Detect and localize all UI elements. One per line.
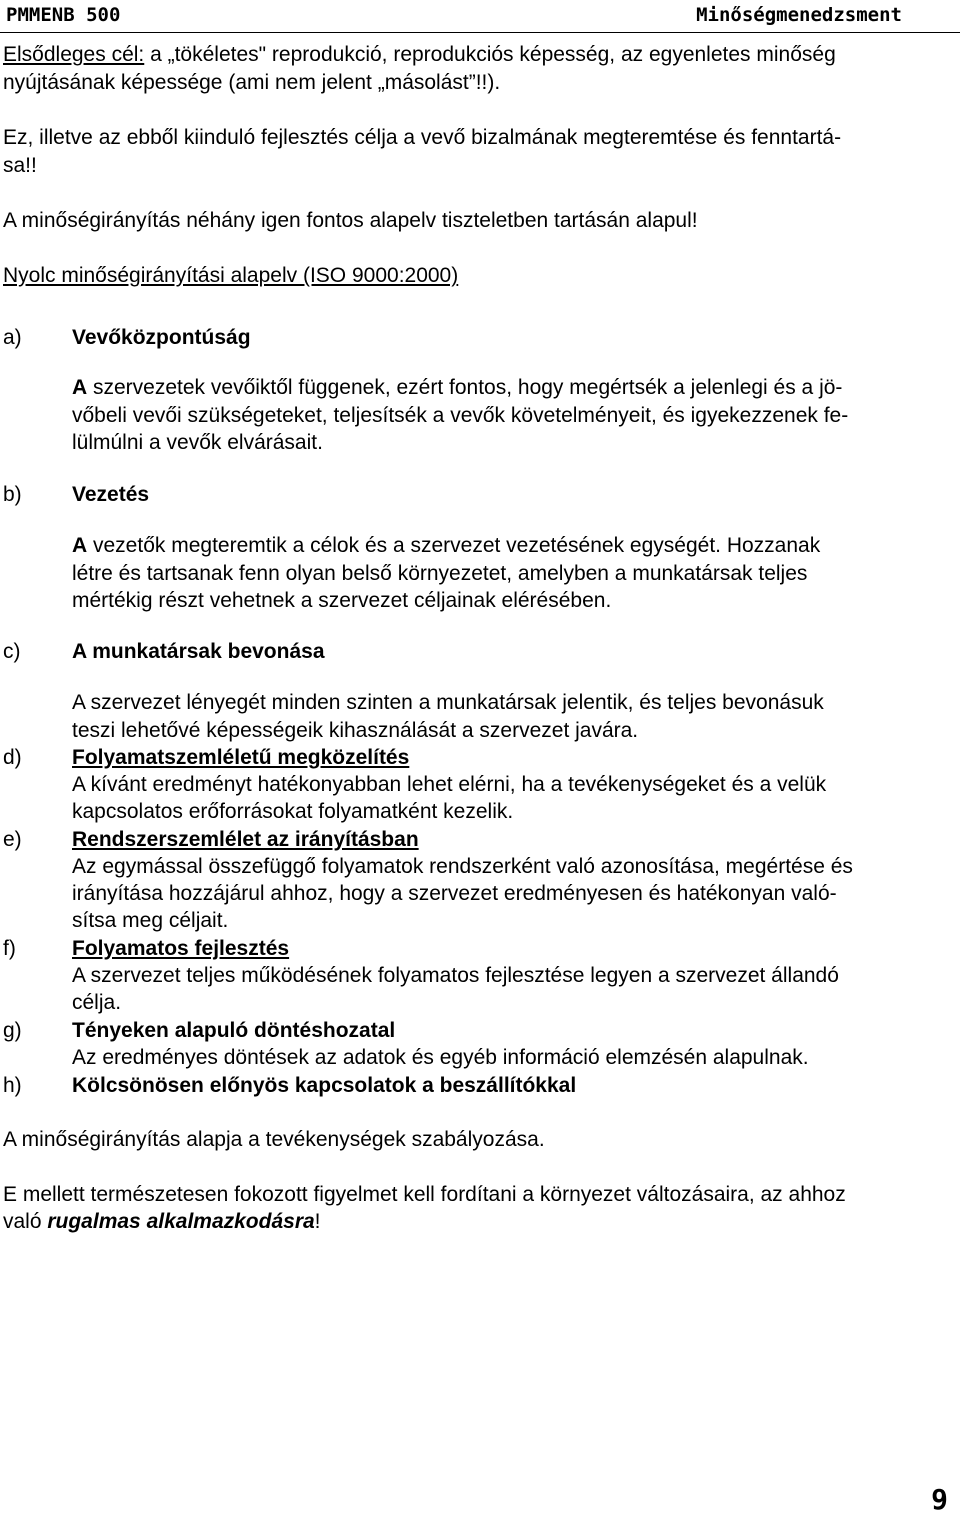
header-rule [0,32,960,33]
principle-a-line-1-text: szervezetek vevőiktől függenek, ezért fontos, hogy megértsék a jelenlegi és a jö- [87,376,843,399]
principle-a-title: Vevőközpontúság [72,326,251,349]
principle-f-title: Folyamatos fejlesztés [72,937,290,960]
principle-e-title: Rendszerszemlélet az irányításban [72,828,419,851]
principle-f-line-2: célja. [72,991,122,1014]
principle-c-marker: c) [3,640,21,663]
principle-b-title: Vezetés [72,483,150,506]
header-subject-title: Minőségmenedzsment [696,4,902,26]
principle-a-marker: a) [3,326,22,349]
principle-b-line-1-text: vezetők megteremtik a célok és a szervezet vezetésének egységét. Hozzanak [87,534,821,557]
goal-line-2: nyújtásának képessége (ami nem jelent „másolást”!!). [3,71,501,94]
principle-h-title: Kölcsönösen előnyös kapcsolatok a beszállítókkal [72,1074,577,1097]
principle-g-title: Tényeken alapuló döntéshozatal [72,1019,396,1042]
principle-f-line-1: A szervezet teljes működésének folyamatos fejlesztése legyen a szervezet állandó [72,964,839,987]
principle-e-marker: e) [3,828,22,851]
goal-label: Elsődleges cél: [3,43,145,66]
closing-paragraph-2-line-1: E mellett természetesen fokozott figyelmet kell fordítani a környezet változásaira, az ahhoz [3,1183,846,1206]
principle-g-line-1: Az eredményes döntések az adatok és egyéb információ elemzésén alapulnak. [72,1046,809,1069]
closing-emphasis: rugalmas alkalmazkodásra [47,1210,315,1233]
header-course-code: PMMENB 500 [6,4,121,26]
principles-heading: Nyolc minőségirányítási alapelv (ISO 9000:2000) [3,264,459,287]
intro-paragraph-2-line-1: Ez, illetve az ebből kiinduló fejlesztés célja a vevő bizalmának megteremtése és fenntartá- [3,126,842,149]
closing-text-start: való [3,1210,48,1233]
closing-text-end: ! [314,1210,321,1233]
principle-a-line-1 [72,374,842,401]
principle-a-line-3: lülmúlni a vevők elvárásait. [72,431,323,454]
principle-e-line-2: irányítása hozzájárul ahhoz, hogy a szervezet eredményesen és hatékonyan való- [72,882,837,905]
intro-paragraph-3: A minőségirányítás néhány igen fontos alapelv tiszteletben tartásán alapul! [3,209,698,232]
closing-paragraph-2-line-2 [3,1208,321,1235]
principle-b-first-letter: A [72,534,88,557]
closing-paragraph-1: A minőségirányítás alapja a tevékenységek szabályozása. [3,1128,545,1151]
goal-line-1 [3,41,836,68]
principle-c-line-1: A szervezet lényegét minden szinten a munkatársak jelentik, és teljes bevonásuk [72,691,824,714]
principle-c-line-2: teszi lehetővé képességeik kihasználását a szervezet javára. [72,719,639,742]
principle-h-marker: h) [3,1074,22,1097]
principle-a-first-letter: A [72,376,88,399]
principle-g-marker: g) [3,1019,22,1042]
goal-text: a „tökéletes" reprodukció, reprodukciós képesség, az egyenletes minőség [144,43,836,66]
page-number: 9 [931,1483,948,1516]
principle-c-title: A munkatársak bevonása [72,640,325,663]
principle-b-line-1 [72,532,820,559]
principle-d-line-1: A kívánt eredményt hatékonyabban lehet elérni, ha a tevékenységeket és a velük [72,773,827,796]
principle-a-line-2: vőbeli vevői szükségeteket, teljesítsék a vevők követelményeit, és igyekezzenek fe- [72,404,849,427]
principle-f-marker: f) [3,937,16,960]
principle-e-line-1: Az egymással összefüggő folyamatok rendszerként való azonosítása, megértése és [72,855,853,878]
principle-d-line-2: kapcsolatos erőforrásokat folyamatként kezelik. [72,800,514,823]
principle-d-marker: d) [3,746,22,769]
principle-d-title: Folyamatszemléletű megközelítés [72,746,410,769]
principle-b-line-3: mértékig részt vehetnek a szervezet céljainak elérésében. [72,589,612,612]
principle-b-line-2: létre és tartsanak fenn olyan belső környezetet, amelyben a munkatársak teljes [72,562,808,585]
principle-b-marker: b) [3,483,22,506]
principle-e-line-3: sítsa meg céljait. [72,909,229,932]
intro-paragraph-2-line-2: sa!! [3,154,37,177]
